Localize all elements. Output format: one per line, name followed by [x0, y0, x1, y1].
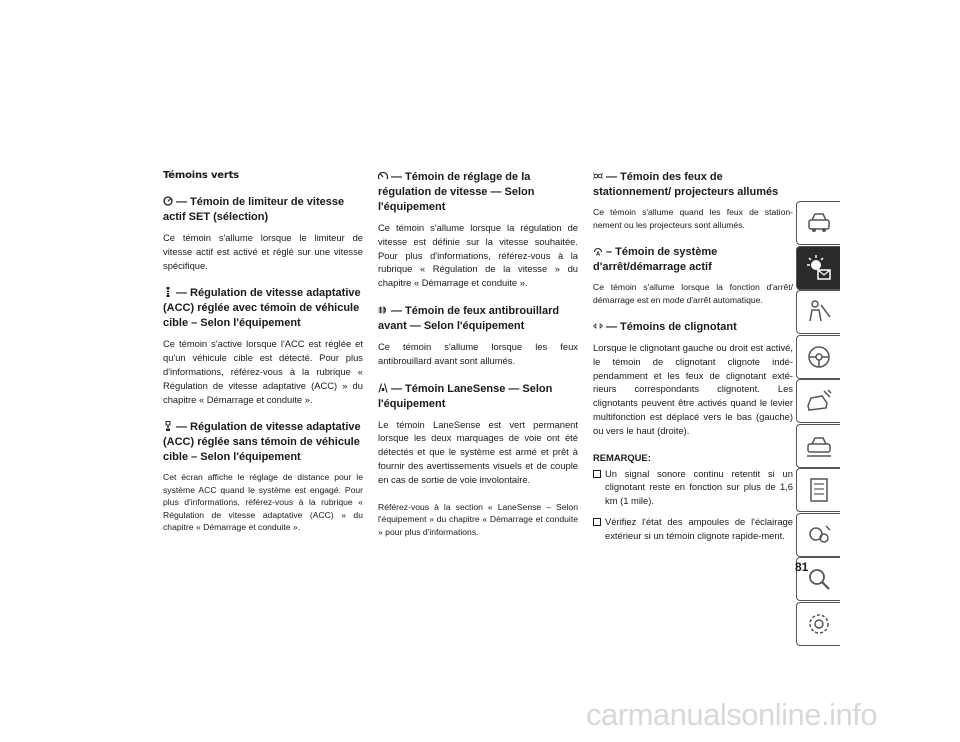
paragraph: Ce témoin s'allume quand les feux de station-nement ou les projecteurs sont allumés. — [593, 207, 793, 230]
heading-acc-with-target: — Régulation de vitesse adaptative (ACC) réglée avec témoin de véhicule cible – Selon l'équipement — [163, 287, 361, 330]
lanesense-icon — [378, 383, 388, 393]
acc-target-vehicle-icon — [163, 287, 173, 297]
tab-safety[interactable] — [796, 290, 840, 334]
tab-tools[interactable] — [796, 513, 840, 557]
car-front-icon — [804, 208, 834, 238]
heading-parking-lights: — Témoin des feux de stationnement/ projecteurs allumés — [593, 171, 779, 198]
column-2 — [378, 170, 578, 552]
heading-cruise-set: — Témoin de réglage de la régulation de vitesse — Selon l'équipement — [378, 171, 535, 213]
tab-service[interactable] — [796, 424, 840, 468]
safety-person-icon — [804, 297, 834, 327]
paragraph: Cet écran affiche le réglage de distance pour le système ACC quand le système est engagé. Pour plus d'informations, référez-vous à la rubrique « Régulation de vitesse adaptative (ACC) » du chapitre « Démarrage et conduite ». — [163, 472, 363, 533]
heading-acc-without-target: — Régulation de vitesse adaptative (ACC) réglée sans témoin de véhicule cible – Selon l'équipement — [163, 421, 361, 464]
list-item: Un signal sonore continu retentit si un clignotant reste en fonction sur plus de 1,6 km (1 mile). — [593, 467, 793, 508]
paragraph: Ce témoin s'allume lorsque la régulation de vitesse est définie sur la vitesse souhaitée. Pour plus d'informations, référez-vous à la rubrique « Régulation de la vitesse » du chapitre « Démarrage et conduite ». — [378, 222, 578, 289]
checklist-icon — [804, 475, 834, 505]
heading-speed-limiter: — Témoin de limiteur de vitesse actif SET (sélection) — [163, 196, 345, 223]
paragraph: Ce témoin s'active lorsque l'ACC est réglée et qu'un véhicule cible est détecté. Pour plus d'informations, référez-vous à la rubrique « Régulation de vitesse adaptative (ACC) » du chapitre « Démarrage et conduite ». — [163, 338, 363, 405]
column-3 — [593, 170, 793, 550]
tab-car-front[interactable] — [796, 201, 840, 245]
watermark: carmanualsonline.info — [586, 697, 878, 732]
heading-front-fog: — Témoin de feux antibrouillard avant — Selon l'équipement — [378, 304, 560, 332]
svg-text:A: A — [596, 251, 600, 256]
car-crash-icon — [804, 386, 834, 416]
language-icon — [804, 609, 834, 639]
bullet-box-icon — [593, 470, 601, 478]
section-title: Témoins verts — [163, 170, 239, 181]
heading-lanesense: — Témoin LaneSense — Selon l'équipement — [378, 382, 553, 410]
paragraph: Ce témoin s'allume lorsque la fonction d'arrêt/ démarrage est en mode d'arrêt automatique. — [593, 282, 793, 305]
paragraph: Référez-vous à la section « LaneSense – Selon l'équipement » du chapitre « Démarrage et conduite » pour plus d'informations. — [378, 501, 578, 537]
bullet-box-icon — [593, 518, 601, 526]
note-label: REMARQUE: — [593, 451, 651, 463]
tools-icon — [804, 520, 834, 550]
chapter-tabs — [796, 201, 842, 646]
paragraph: Ce témoin s'allume lorsque les feux antibrouillard avant sont allumés. — [378, 340, 578, 366]
list-item: Vérifiez l'état des ampoules de l'éclairage extérieur si un témoin clignote rapide-ment. — [593, 515, 793, 542]
dashboard-lights-icon — [804, 253, 834, 283]
tab-collision[interactable] — [796, 379, 840, 423]
front-fog-light-icon — [378, 305, 388, 315]
column-1 — [163, 170, 363, 548]
stop-start-icon — [593, 246, 603, 256]
steering-wheel-icon — [804, 342, 834, 372]
car-service-icon — [804, 431, 834, 461]
paragraph: Lorsque le clignotant gauche ou droit est activé, le témoin de clignotant clignote indé-pendamment et les feux de clignotant exté-rieurs correspondants clignotent. Les clignotants peuvent être activés quand le levier multifonction est déplacé vers le bas (gauche) ou vers le haut (droite). — [593, 342, 793, 436]
acc-no-target-icon — [163, 421, 173, 431]
tab-steering[interactable] — [796, 335, 840, 379]
tab-dashboard-lights[interactable] — [796, 246, 840, 290]
note-list — [593, 467, 793, 543]
heading-turn-signals: — Témoins de clignotant — [593, 320, 793, 335]
turn-signal-icon — [593, 321, 603, 331]
tab-language[interactable] — [796, 602, 840, 646]
parking-lights-icon — [593, 171, 603, 181]
cruise-control-icon — [378, 171, 388, 181]
paragraph: Ce témoin s'allume lorsque le limiteur de vitesse actif est activé et réglé sur une vitesse spécifique. — [163, 232, 363, 271]
paragraph: Le témoin LaneSense est vert permanent lorsque les deux marquages de voie ont été détectés et que le système est armé et prêt à fournir des avertissements visuels et de couple en cas de sortie de voie involontaire. — [378, 418, 578, 485]
heading-stop-start: A – Témoin de système d'arrêt/démarrage actif — [593, 246, 718, 273]
tab-checklist[interactable] — [796, 468, 840, 512]
speed-limiter-icon — [163, 196, 173, 206]
page-number: 81 — [795, 560, 809, 574]
